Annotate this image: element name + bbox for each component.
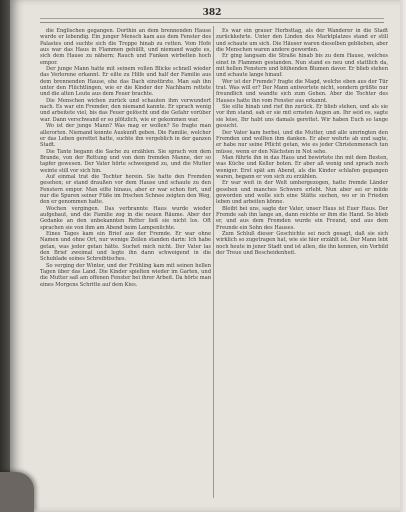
paragraph: Auf einmal trat die Tochter herein. Sie hatte den Fremden gesehen; er stand draußen vor dem Hause und schaute zu den Fenstern empor. Man eilte hinaus, aber er war schon fort, und nur die Spuren seiner Füße im frischen Schnee zeigten den Weg, den er genommen hatte. bbox=[40, 173, 211, 206]
paragraph: die Englischen gegangen. Dorthin an dem brennenden Hause wurde er lebendig. Ein junger Mensch kam aus dem Fenster des Palastes und suchte sich die Treppe hinab zu retten. Vom Hofe aus war das Haus in Flammen gehüllt, und niemand wagte es, sich dem Hause zu nähern; Rauch und Funken wirbelten hoch empor. bbox=[40, 28, 211, 66]
paragraph: Er war weit in der Welt umhergezogen, hatte fremde Länder gesehen und manches Schwere erlebt. Nun aber sei er müde geworden und wolle sich eine Stätte suchen, wo er in Frieden leben und arbeiten könne. bbox=[216, 180, 388, 206]
thumb-holding-page bbox=[0, 472, 34, 512]
paragraph: Der Vater kam herbei, und die Mutter, und alle umringten den Fremden und wollten ihm danken. Er aber wehrte ab und sagte, er habe nur seine Pflicht getan, wie es jeder Christenmensch tun müsse, wenn er den Nächsten in Not sehe. bbox=[216, 129, 388, 155]
column-divider bbox=[213, 26, 214, 498]
paragraph: Die Tante begann die Sache zu erzählen. Sie sprach von dem Brande, von der Rettung und von dem fremden Manne, der so tapfer gewesen. Der Vater hörte schweigend zu, und die Mutter weinte still vor sich hin. bbox=[40, 148, 211, 174]
page-number: 382 bbox=[202, 8, 222, 18]
paragraph: Bleibt bei uns, sagte der Vater, unser Haus ist Euer Haus. Der Fremde sah ihn lange an, dann reichte er ihm die Hand. So blieb er, und aus dem Fremden wurde ein Freund, und aus dem Freunde ein Sohn des Hauses. bbox=[216, 205, 388, 231]
page-edge bbox=[400, 0, 406, 512]
paragraph: Es war ein grauer Herbsttag, als der Wanderer in die Stadt zurückkehrte. Unter den Linden des Marktplatzes stand er still und schaute um sich. Die Häuser waren dieselben geblieben, aber die Menschen waren andere geworden. bbox=[216, 28, 388, 54]
paragraph: Zum Schluß dieser Geschichte sei noch gesagt, daß sie sich wirklich so zugetragen hat, wie sie hier erzählt ist. Der Mann lebt noch heute in jener Stadt und ist allen, die ihn kennen, ein Vorbild der Treue und Bescheidenheit. bbox=[216, 231, 388, 257]
paragraph: Der junge Mann hatte mit seinem vollen Blicke schnell wieder das Verlorene erkannt. Er eilte zu Hilfe und half der Familie aus dem brennenden Hause, ehe das Dach einstürzte. Man sah ihn unter den Flüchtlingen, wie er die Kinder der Nachbarn rettete und die alten Leute aus dem Feuer brachte. bbox=[40, 66, 211, 98]
paragraph: Die Menschen wichen zurück und schauten ihm verwundert nach. Es war ein Fremder, den niemand kannte. Er sprach wenig und arbeitete viel, bis das Feuer gelöscht und die Gefahr vorüber war. Dann verschwand er so plötzlich, wie er gekommen war. bbox=[40, 97, 211, 123]
text-column-left bbox=[40, 28, 211, 496]
text-column-right bbox=[216, 28, 388, 496]
paragraph: Wo ist der junge Mann? Was mag er wollen? So fragte man allerorten. Niemand konnte Auskunft geben. Die Familie, welcher er das Leben gerettet hatte, suchte ihn vergeblich in der ganzen Stadt. bbox=[40, 123, 211, 149]
paragraph: Man führte ihn in das Haus und bewirtete ihn mit dem Besten, was Küche und Keller boten. Er aber aß wenig und sprach noch weniger. Erst spät am Abend, als die Kinder schlafen gegangen waren, begann er von sich zu erzählen. bbox=[216, 154, 388, 180]
header-rule bbox=[40, 18, 384, 22]
paragraph: Er ging langsam die Straße hinab bis zu dem Hause, welches einst in Flammen gestanden. Nun stand es neu und stattlich da, mit hellen Fenstern und blühenden Blumen davor. Er blieb stehen und schaute lange hinauf. bbox=[216, 53, 388, 79]
paragraph: So verging der Winter, und der Frühling kam mit seinen hellen Tagen über das Land. Die Kinder spielten wieder im Garten, und die Mutter saß am offenen Fenster bei ihrer Arbeit. Da hörte man eines Morgens Schritte auf dem Kies. bbox=[40, 262, 211, 288]
paragraph: Wer ist der Fremde? fragte die Magd, welche eben aus der Tür trat. Was will er? Der Mann antwortete nicht, sondern grüßte nur freundlich und wandte sich zum Gehen. Aber die Tochter des Hauses hatte ihn vom Fenster aus erkannt. bbox=[216, 78, 388, 104]
paragraph: Wochen vergingen. Das verbrannte Haus wurde wieder aufgebaut, und die Familie zog in die neuen Räume. Aber der Gedanke an den unbekannten Retter ließ sie nicht los. Oft sprachen sie von ihm am Abend beim Lampenlichte. bbox=[40, 205, 211, 231]
paragraph: Sie eilte hinab und rief ihn zurück. Er blieb stehen, und als sie vor ihm stand, sah er sie mit ernsten Augen an. Ihr seid es, sagte sie leise, Ihr habt uns damals gerettet. Wir haben Euch so lange gesucht. bbox=[216, 104, 388, 130]
page-header bbox=[40, 8, 384, 23]
paragraph: Eines Tages kam ein Brief aus der Fremde. Er war ohne Namen und ohne Ort, nur wenige Zeilen standen darin: Ich habe getan, was jeder getan hätte. Suchet mich nicht. Der Vater las den Brief zweimal und legte ihn dann schweigend in die Schublade seines Schreibtisches. bbox=[40, 231, 211, 263]
book-page bbox=[10, 0, 406, 512]
